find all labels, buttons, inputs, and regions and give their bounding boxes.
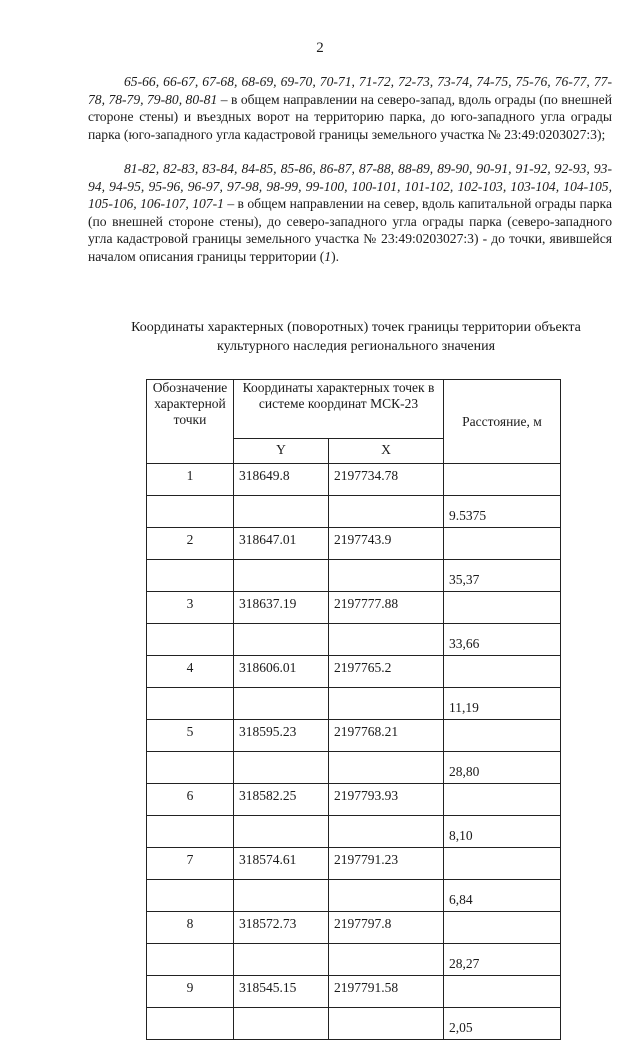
empty-cell: [234, 560, 329, 592]
distance-cell-empty: [444, 976, 561, 1008]
distance-row: [147, 624, 561, 656]
x-cell: 2197797.8: [329, 912, 444, 944]
empty-cell: [329, 816, 444, 848]
point-row: [147, 976, 561, 1008]
distance-cell-empty: [444, 720, 561, 752]
point-cell: 7: [147, 848, 234, 880]
paragraph-2-text: – в общем направлении на север, вдоль капитальной ограды парка (по внешней стороне стены), до северо-западного угла ограды парка (северо-западного угла кадастровой границы земельного участка № 23:49:0203027:3) - до точки, явившейся началом описания границы территории (: [88, 196, 612, 264]
point-row: [147, 848, 561, 880]
x-cell: 2197743.9: [329, 528, 444, 560]
empty-cell: [329, 624, 444, 656]
empty-cell: [147, 624, 234, 656]
distance-row: [147, 752, 561, 784]
x-cell: 2197791.58: [329, 976, 444, 1008]
point-row: [147, 592, 561, 624]
distance-cell-empty: [444, 464, 561, 496]
point-cell: 3: [147, 592, 234, 624]
point-row: [147, 784, 561, 816]
empty-cell: [234, 752, 329, 784]
point-cell: 6: [147, 784, 234, 816]
distance-row: [147, 688, 561, 720]
distance-cell: 35,37: [444, 560, 561, 592]
empty-cell: [147, 496, 234, 528]
empty-cell: [234, 816, 329, 848]
distance-row: [147, 1008, 561, 1040]
empty-cell: [147, 944, 234, 976]
empty-cell: [329, 944, 444, 976]
distance-cell: 28,27: [444, 944, 561, 976]
y-cell: 318595.23: [234, 720, 329, 752]
header-coordinates: Координаты характерных точек в системе координат МСК-23: [234, 380, 444, 439]
point-row: [147, 656, 561, 688]
empty-cell: [329, 1008, 444, 1040]
empty-cell: [329, 560, 444, 592]
distance-cell-empty: [444, 528, 561, 560]
paragraph-2-end: ).: [331, 248, 340, 264]
y-cell: 318545.15: [234, 976, 329, 1008]
point-row: [147, 912, 561, 944]
point-cell: 8: [147, 912, 234, 944]
y-cell: 318572.73: [234, 912, 329, 944]
y-cell: 318606.01: [234, 656, 329, 688]
distance-cell-empty: [444, 656, 561, 688]
distance-row: [147, 880, 561, 912]
empty-cell: [147, 880, 234, 912]
header-x: X: [329, 439, 444, 464]
point-cell: 9: [147, 976, 234, 1008]
paragraph-2-points: 81-82, 82-83, 83-84, 84-85, 85-86, 86-87, 87-88, 88-89, 89-90, 90-91, 91-92, 92-93, 93-94, 94-95, 95-96, 96-97, 97-98, 98-99, 99-100, 100-101, 101-102, 102-103, 103-104, 104-105, 105-106, 106-107, 107-1: [88, 161, 612, 211]
empty-cell: [147, 752, 234, 784]
empty-cell: [329, 496, 444, 528]
empty-cell: [329, 688, 444, 720]
distance-cell-empty: [444, 784, 561, 816]
point-row: [147, 464, 561, 496]
paragraph-2: [88, 160, 612, 265]
coordinates-table: [146, 379, 561, 1040]
distance-cell: 2,05: [444, 1008, 561, 1040]
point-cell: 5: [147, 720, 234, 752]
point-row: [147, 720, 561, 752]
distance-cell: 28,80: [444, 752, 561, 784]
x-cell: 2197734.78: [329, 464, 444, 496]
paragraph-2-ref: 1: [324, 248, 332, 264]
y-cell: 318582.25: [234, 784, 329, 816]
paragraph-1-points: 65-66, 66-67, 67-68, 68-69, 69-70, 70-71, 71-72, 72-73, 73-74, 74-75, 75-76, 76-77, 77-78, 78-79, 79-80, 80-81: [88, 74, 612, 107]
paragraph-1: [88, 73, 612, 143]
x-cell: 2197768.21: [329, 720, 444, 752]
distance-cell: 11,19: [444, 688, 561, 720]
x-cell: 2197793.93: [329, 784, 444, 816]
empty-cell: [147, 688, 234, 720]
y-cell: 318574.61: [234, 848, 329, 880]
empty-cell: [147, 816, 234, 848]
distance-cell-empty: [444, 848, 561, 880]
page-number: 2: [316, 40, 324, 56]
x-cell: 2197791.23: [329, 848, 444, 880]
distance-cell: 6,84: [444, 880, 561, 912]
point-cell: 1: [147, 464, 234, 496]
distance-row: [147, 560, 561, 592]
distance-cell-empty: [444, 912, 561, 944]
paragraph-1-text: – в общем направлении на северо-запад, вдоль ограды (по внешней стороне стены) и въездных ворот на территорию парка, до юго-западного угла ограды парка (юго-западного угла кадастровой границы земельного участка № 23:49:0203027:3);: [88, 91, 612, 142]
distance-row: [147, 944, 561, 976]
distance-row: [147, 496, 561, 528]
empty-cell: [234, 1008, 329, 1040]
distance-cell: 9.5375: [444, 496, 561, 528]
distance-cell: 33,66: [444, 624, 561, 656]
y-cell: 318647.01: [234, 528, 329, 560]
point-row: [147, 528, 561, 560]
header-y: Y: [234, 439, 329, 464]
header-point: Обозначение характерной точки: [147, 380, 234, 464]
point-cell: 2: [147, 528, 234, 560]
y-cell: 318649.8: [234, 464, 329, 496]
y-cell: 318637.19: [234, 592, 329, 624]
empty-cell: [329, 752, 444, 784]
distance-row: [147, 816, 561, 848]
empty-cell: [234, 688, 329, 720]
point-cell: 4: [147, 656, 234, 688]
header-distance: Расстояние, м: [444, 380, 561, 464]
empty-cell: [147, 560, 234, 592]
empty-cell: [147, 1008, 234, 1040]
empty-cell: [234, 496, 329, 528]
empty-cell: [329, 880, 444, 912]
distance-cell: 8,10: [444, 816, 561, 848]
empty-cell: [234, 944, 329, 976]
x-cell: 2197765.2: [329, 656, 444, 688]
empty-cell: [234, 624, 329, 656]
x-cell: 2197777.88: [329, 592, 444, 624]
empty-cell: [234, 880, 329, 912]
table-heading: Координаты характерных (поворотных) точек границы территории объекта культурного наследия регионального значения: [131, 320, 581, 354]
distance-cell-empty: [444, 592, 561, 624]
